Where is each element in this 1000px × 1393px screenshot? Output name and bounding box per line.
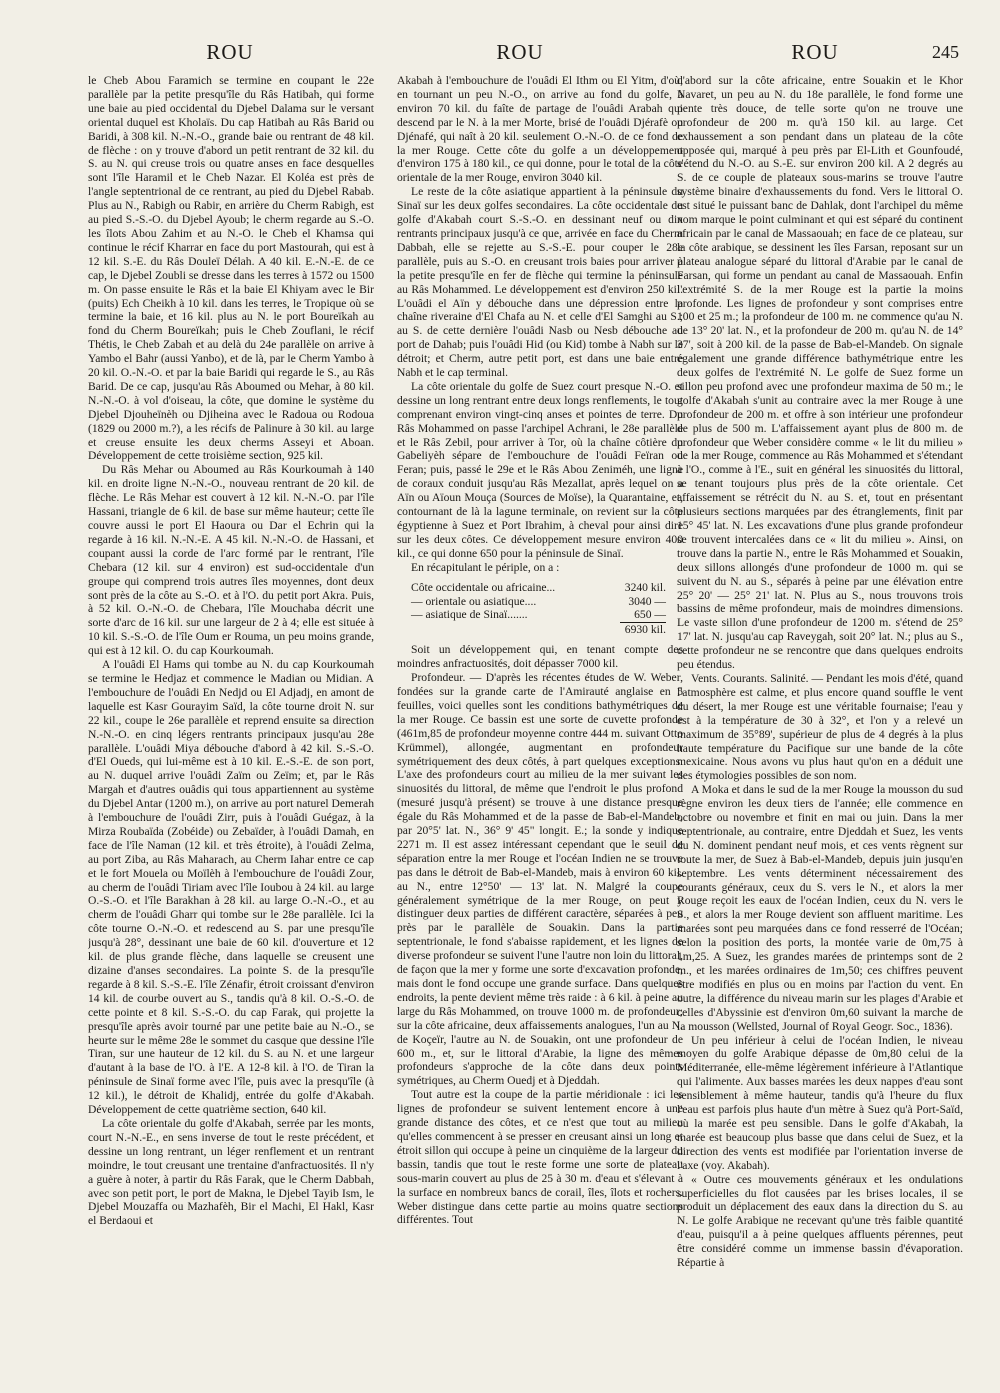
recap-row [411, 581, 666, 595]
paragraph: « Outre ces mouvements généraux et les ondulations superficielles du flot causées par les brises locales, il se produit un déplacement des eaux dans la direction du S. au N. Le golfe Arabique ne recevant qu'une très faible quantité d'eau, puisqu'il a à peine quelques affluents pérennes, peut être considéré comme un immense bassin d'évaporation. Répartie à [677, 1172, 963, 1270]
paragraph: d'abord sur la côte africaine, entre Souakin et le Khor Navaret, un peu au N. du 18e parallèle, le fond forme une pente très douce, de telle sorte qu'on ne trouve une profondeur de 200 m. qu'à 150 kil. au large. Cet exhaussement a son pendant dans un plateau de la côte opposée qui, marqué à peu près par El-Lith et Gounfoudé, s'étend du N.-O. au S.-E. sur environ 200 kil. A 2 degrés au S. de ce couple de plateaux sous-marins se trouve l'autre système binaire d'exhaussements du fond. Vers le littoral O. est situé le puissant banc de Dahlak, dont l'archipel du même nom marque le point culminant et qui est séparé du continent africain par le canal de Massaouah; en face de ce plateau, sur la côte arabique, se dessinent les îles Farsan, reposant sur un plateau analogue séparé du littoral d'Arabie par le canal de Farsan, qui forme un pendant au canal de Massaouah. Enfin l'extrémité S. de la mer Rouge est la partie la moins profonde. Les lignes de profondeur y sont comprises entre 100 et 25 m.; la profondeur de 100 m. ne commence qu'au N. de 13° 20' lat. N., et la profondeur de 200 m. qu'au N. de 14° 37', soit à 200 kil. de la passe de Bab-el-Mandeb. On signale également une grande différence bathymétrique entre les deux golfes de l'extrémité N. Le golfe de Suez forme un sillon peu profond avec une profondeur maxima de 50 m.; le golfe d'Akabah s'unit au contraire avec la mer Rouge à une profondeur de 200 m. et offre à son intérieur une profondeur de plus de 500 m. L'affaissement ayant plus de 800 m. de profondeur que Weber considère comme « le lit du milieu » de la mer Rouge, commence au Râs Mohammed et s'étendant à l'O., comme à l'E., suit en général les sinuosités du littoral, se tenant toujours plus près de la côte orientale. Cet affaissement se rétrécit du N. au S. et, tout en présentant plusieurs sections marquées par des étranglements, finit par 15° 45' lat. N. Les excavations d'une plus grande profondeur se trouvent intercalées dans ce « lit du milieu ». Ainsi, on trouve dans la partie N., entre le Râs Mohammed et Souakin, deux sillons allongés d'une profondeur de 1000 m. qui se suivent du N. au S., séparés à peine par une élévation entre 25° 20' — 25° 21' lat. N. Plus au S., nous trouvons trois bassins de même profondeur, mais de moindres dimensions. Le vaste sillon d'une profondeur de 1200 m. s'étend de 25° 17' lat. N. jusqu'au cap Raveygah, soit 20° lat. N.; plus au S., cette profondeur ne se rencontre que dans quelques endroits peu étendus. [677, 74, 963, 672]
paragraph: le Cheb Abou Faramich se termine en coupant le 22e parallèle par la petite presqu'île du Râs Hatibah, qui forme une baie au pied occidental du Djebel Dalama sur le versant oriental duquel est Kholaïs. Du cap Hatibah au Râs Barid ou Baridi, à 308 kil. N.-N.-O., grande baie ou rentrant de 48 kil. de flèche : on y trouve d'abord un petit rentrant de 32 kil. du S. au N. qui creuse trois ou quatre anses en face desquelles sont l'île Haramil et le Cheb Nazar. El Koléa est près de l'angle septentrional de ce rentrant, au pied du Djebel Rabab. Plus au N., Rabigh ou Rabir, en arrière du Cherm Rabigh, est au pied S.-S.-O. du Djebel Ayoub; le cherm regarde au S.-O. les îlots Abou Zahim et au N.-O. le Cheb el Khamsa qui continue le récif Kharrar en face du port Mastourah, qui est à 12 kil. S.-E. du Râs Douleï Délah. A 40 kil. E.-N.-E. de ce cap, le Djebel Zoubli se dresse dans les terres à 1572 ou 1500 m. On passe ensuite le Râs et la baie El Khiyam avec le Bir (puits) Ech Cheikh à 10 kil. dans les terres, le Tropique où se termine la baie, et 16 kil. plus au N. le port Boureïkah au fond du Cherm Boureïkah; puis le Cheb Zouflani, le récif Thétis, le Cheb Zabah et au delà du 24e parallèle on arrive à Yambo el Bahr (aussi Yanbo), et de là, par le Cherm Yambo à 20 kil. O.-N.-O. et par la baie Baridi qui regarde le S., au Râs Barid. De ce cap, jusqu'au Râs Aboumed ou Mehar, à 80 kil. N.-N.-O. à vol d'oiseau, la côte, que domine le système du Djebel Djouheïnèh ou Djiheina avec le Radoua ou Rodoua (1829 ou 2000 m.?), a les récifs de Palinure à 30 kil. au large et creuse ensuite les deux cherms Asseyi et Aboan. Développement de cette troisième section, 925 kil. [88, 74, 374, 463]
paragraph: A Moka et dans le sud de la mer Rouge la mousson du sud règne environ les deux tiers de l'année; elle commence en octobre ou novembre et finit en mai ou juin. Dans la mer septentrionale, au contraire, entre Djeddah et Suez, les vents du N. dominent pendant neuf mois, et ces vents règnent sur toute la mer, de Suez à Bab-el-Mandeb, depuis juin jusqu'en septembre. Les vents déterminent nécessairement des courants généraux, ceux du S. vers le N., et alors la mer Rouge reçoit les eaux de l'océan Indien, ceux du N. vers le S., et alors la mer Rouge devient son affluent maritime. Les marées sont peu marquées dans ce fond resserré de l'Océan; selon la position des ports, la montée varie de 0m,75 à 1m,25. A Suez, les grandes marées de printemps sont de 2 m., et les marées ordinaires de 1m,50; ces chiffres peuvent être modifiés en plus ou en moins par l'action du vent. En outre, la différence du niveau marin sur les plages d'Arabie et celles d'Abyssinie est d'environ 0m,60 suivant la marche de la mousson (Wellsted, Journal of Royal Geogr. Soc., 1836). [677, 783, 963, 1033]
recap-total-row [411, 622, 666, 637]
recap-row [411, 608, 666, 622]
paragraph: Du Râs Mehar ou Aboumed au Râs Kourkoumah à 140 kil. en droite ligne N.-N.-O., nouveau rentrant de 20 kil. de flèche. Le Râs Mehar est couvert à 12 kil. N.-N.-O. par l'île Hassani, triangle de 6 kil. de base sur même hauteur; cette île couvre aussi le port El Haoura ou Dar el Echrin qui la regarde à 16 kil. N.-N.-E. A 45 kil. N.-N.-O. de Hassani, et coupant aussi la corde de l'arc formé par le rentrant, l'île Chebara (12 kil. sur 4 environ) est sud-occidentale d'un groupe qui comprend trois autres îles moyennes, dont deux sont près de la côte au S.-O. et à l'O. du petit port Akra. Puis, à 52 kil. O.-N.-O. de Chebara, l'île Mouchaba décrit une sorte d'arc de 16 kil. sur une largeur de 2 à 4; elle est située à 10 kil. S.-S.-O. de l'île Oum er Rouma, un peu moins grande, qui est à 12 kil. O. du cap Kourkoumah. [88, 463, 374, 658]
recap-row [411, 595, 666, 609]
recap-label: Côte occidentale ou africaine... [411, 580, 556, 594]
paragraph: La côte orientale du golfe de Suez court presque N.-O. et dessine un long rentrant entre deux longs renflements, le tout comprenant environ vingt-cinq anses et pointes de terre. Du Râs Mohammed on passe l'archipel Achrani, le 28e parallèle et le Râs Zebil, pour arriver à Tor, où la chaîne côtière du Gabeliyèh sépare de l'embouchure de l'ouâdi Feïran ou Feran; puis, passé le 29e et le Râs Abou Zeniméh, une ligne de coraux conduit jusqu'au Râs Mezallat, après lequel on a Aïn ou Aïoun Mouça (Sources de Moïse), la Quarantaine, et, contournant de là la lagune terminale, on revient sur la côte égyptienne à Suez et Port Ibrahim, à cheval pour ainsi dire sur les deux côtes. Ce développement mesure environ 400 kil., ce qui donne 650 pour la péninsule de Sinaï. [397, 379, 683, 560]
paragraph: A l'ouâdi El Hams qui tombe au N. du cap Kourkoumah se termine le Hedjaz et commence le Madian ou Midian. A l'embouchure de l'ouâdi En Nedjd ou El Adjadj, en amont de laquelle est Kasr Gourayim Saïd, la côte tourne droit N. sur 22 kil., coupe le 26e parallèle et reprend ensuite sa direction N.-N.-O. en cinq légers rentrants principaux jusqu'au 28e parallèle. L'ouâdi Miya débouche d'abord à 42 kil. S.-S.-O. d'El Oueds, qui lui-même est à 10 kil. E.-S.-E. de son port, au N. duquel arrive l'ouâdi Zaïm ou Zeïm; et, par le Râs Margah et d'autres ouâdis qui tous appartiennent au système du Djebel Antar (1200 m.), on arrive au port naturel Demerah à l'embouchure de l'ouâdi Zirr, puis à l'ouâdi Guégaz, à la Mirza Roubaïda (Zobéide) ou Zebaïder, à l'ouâdi Damah, en face de l'île Naman (12 kil. et très étroite), à l'ouâdi Zelma, au port Ziba, au Râs Maharach, au Cherm Iahar entre ce cap et le fort Mouela ou Moïlèh à l'embouchure de l'ouâdi Zour, au cherm de l'ouâdi Tiriam avec l'île Ioubou à 24 kil. au large O.-S.-O. et l'île Barakhan à 28 kil. au large O.-N.-O., et au cherm de l'ouâdi Gharr qui tombe sur le 28e parallèle. Ici la côte tourne O.-N.-O. et redescend au S. par une presqu'île jusqu'à 28°, dessinant une baie de 60 kil. d'ouverture et 12 kil. de plus grande flèche, dans laquelle se creusent une dizaine d'anses secondaires. La pointe S. de la presqu'île regarde à 8 kil. S.-S.-E. l'île Zénafir, étroit croissant d'environ 14 kil. de courbe ouvert au S., tandis qu'à 8 kil. O.-S.-O. de cette pointe et 8 kil. S.-S.-O. du cap Farak, qui projette la presqu'île après avoir tourné par une petite baie au N.-O., se heurte sur le même 28e le sommet du casque que dessine l'île Tiran, sur une hauteur de 12 kil. du S. au N. et une largeur d'autant à la base de l'O. à l'E. A 12-8 kil. à l'O. de Tiran la péninsule de Sinaï forme avec l'île, puis avec la presqu'île (à 12 kil.), le détroit de Khalidj, entrée du golfe d'Akabah. Développement de cette quatrième section, 640 kil. [88, 658, 374, 1117]
paragraph: Profondeur. — D'après les récentes études de W. Weber, fondées sur la grande carte de l'Amirauté anglaise en 5 feuilles, voici quelles sont les conditions bathymétriques de la mer Rouge. Ce bassin est une sorte de cuvette profonde (461m,85 de profondeur moyenne contre 444 m. suivant Otto Krümmel), allongée, augmentant en profondeur symétriquement des deux côtés, à part quelques exceptions. L'axe des profondeurs court au milieu de la mer suivant les sinuosités du littoral, de même que l'endroit le plus profond (mesuré jusqu'à présent) se trouve à une distance presque égale du Râs Mohammed et de la passe de Bab-el-Mandeb, par 20°5' lat. N., 36° 9' 45" longit. E.; la sonde y indique 2271 m. Il est assez intéressant cependant que le seuil de séparation entre la mer Rouge et l'océan Indien ne se trouve pas dans le détroit de Bab-el-Mandeb, mais à environ 60 kil. au N., entre 12°50' — 13' lat. N. Malgré la coupe généralement symétrique de la mer Rouge, on peut y distinguer deux parties de différent caractère, séparées à peu près par le parallèle de Souakin. Dans la partie septentrionale, le fond s'abaisse rapidement, et les lignes de diverse profondeur se suivent l'une l'autre non loin du littoral, de façon que la mer y forme une sorte d'excavation profonde, mais dont le fond occupe une grande surface. Dans quelques endroits, la pente devient même très raide : à 6 kil. à peine au large du Râs Mohammed, on trouve 1000 m. de profondeur; sur la côte africaine, deux affaissements analogues, l'un au N. de Koçeïr, l'autre au N. de Souakin, ont une profondeur de 600 m., et, sur le littoral d'Arabie, la ligne des mêmes profondeurs s'approche de la côte dans deux points symétriques, au Cherm Ouedj et à Djeddah. [397, 671, 683, 1088]
recap-label: — asiatique de Sinaï....... [411, 608, 528, 622]
paragraph: Akabah à l'embouchure de l'ouâdi El Ithm ou El Yitm, d'où, en tournant un peu N.-O., on arrive au fond du golfe, à environ 70 kil. du faîte de partage de l'ouâdi Arabah qui descend par le N. à la mer Morte, brisé de l'ouâdi Djérafè ou Djénafé, qui naît à 20 kil. seulement O.-N.-O. de ce fond de la mer Rouge. Cette côte du golfe a un développement d'environ 175 à 180 kil., ce qui donne, pour le total de la côte orientale de la mer Rouge, environ 3040 kil. [397, 74, 683, 185]
recap-value: 3240 kil. [624, 580, 666, 594]
paragraph: Le reste de la côte asiatique appartient à la péninsule du Sinaï sur les deux golfes secondaires. La côte occidentale du golfe d'Akabah court S.-S.-O. en dessinant neuf ou dix rentrants principaux jusqu'à ce que, arrivée en face du Cherm Dabbah, elle se rejette au S.-S.-E. pour couper le 28e parallèle, puis au S.-O. en creusant trois baies pour arriver à la petite presqu'île en fer de flèche qui termine la péninsule au Râs Mohammed. Le développement est d'environ 250 kil. L'ouâdi el Aïn y débouche dans une dépression entre la chaîne riveraine d'El Chafa au N. et celle d'El Samghi au S.; au S. de cette dernière l'ouâdi Nasb ou Nesb débouche au port de Dahab; puis l'ouâdi Hid (ou Kid) tombe à Nabh sur le détroit; et Cherm, autre petit port, est dans une baie entre Nabh et le cap terminal. [397, 185, 683, 380]
paragraph: Tout autre est la coupe de la partie méridionale : ici les lignes de profondeur se suivent lentement encore à une grande distance des côtes, et ce n'est que tout au milieu qu'elles commencent à se presser en creusant ainsi un long et étroit sillon qui occupe à peine un cinquième de la largeur du bassin, tandis que tout le reste forme une sorte de plateau sous-marin couvert au plus de 25 à 30 m. d'eau et s'élevant à la surface en nombreux bancs de corail, îles, îlots et rochers. Weber distingue dans cette partie au moins quatre sections différentes. Tout [397, 1088, 683, 1227]
recap-label: — orientale ou asiatique.... [411, 594, 537, 608]
paragraph: Soit un développement qui, en tenant compte des moindres anfractuosités, doit dépasser 7000 kil. [397, 643, 683, 671]
page-number: 245 [932, 42, 959, 62]
recap-value: 650 — [634, 608, 666, 622]
recap-total: 6930 kil. [620, 622, 666, 637]
running-head-right: ROU [791, 40, 839, 64]
running-head-center: ROU [496, 40, 544, 64]
paragraph: La côte orientale du golfe d'Akabah, serrée par les monts, court N.-N.-E., en sens inverse de tout le reste précédent, et dessine un long rentrant, un léger renflement et un rentrant moindre, le tout creusant une trentaine d'anfractuosités. Il n'y a guère à noter, à partir du Râs Farak, que le Cherm Dabbah, avec son petit port, le port de Makna, le Djebel Tayib Ism, le Djebel Mouzaffa ou Mazhafèh, Bir el Machi, El Hakl, Kasr el Berdaoui et [88, 1116, 374, 1228]
recap-value: 3040 — [628, 594, 666, 608]
text-column-1 [88, 74, 374, 1376]
running-head-left: ROU [206, 40, 254, 64]
text-column-2 [397, 74, 683, 1376]
paragraph: Un peu inférieur à celui de l'océan Indien, le niveau moyen du golfe Arabique dépasse de 0m,80 celui de la Méditerranée, elle-même légèrement inférieure à l'Atlantique qui l'alimente. Aux basses marées les deux nappes d'eau sont sensiblement à même hauteur, tandis qu'à l'heure du flux l'eau est parfois plus haute d'un mètre à Suez qu'à Port-Saïd, où la marée est peu sensible. Dans le golfe d'Akabah, la marée est beaucoup plus basse que dans celui de Suez, et la direction des vents est modifiée par l'orientation inverse de l'axe (voy. Akabah). [677, 1033, 963, 1172]
recap-intro: En récapitulant le périple, on a : [411, 560, 560, 574]
paragraph: Vents. Courants. Salinité. — Pendant les mois d'été, quand l'atmosphère est calme, et plus encore quand souffle le vent du désert, la mer Rouge est une véritable fournaise; l'eau y est à la température de 30 à 32°, et l'on y a relevé un maximum de 35°89', supérieur de plus de 4 degrés à la plus haute température du Pacifique sur une bande de la côte mexicaine. Nous avons vu plus haut qu'on en a déduit une des étymologies possibles de son nom. [677, 671, 963, 783]
text-column-3 [677, 74, 963, 1376]
recap-table [411, 581, 666, 638]
